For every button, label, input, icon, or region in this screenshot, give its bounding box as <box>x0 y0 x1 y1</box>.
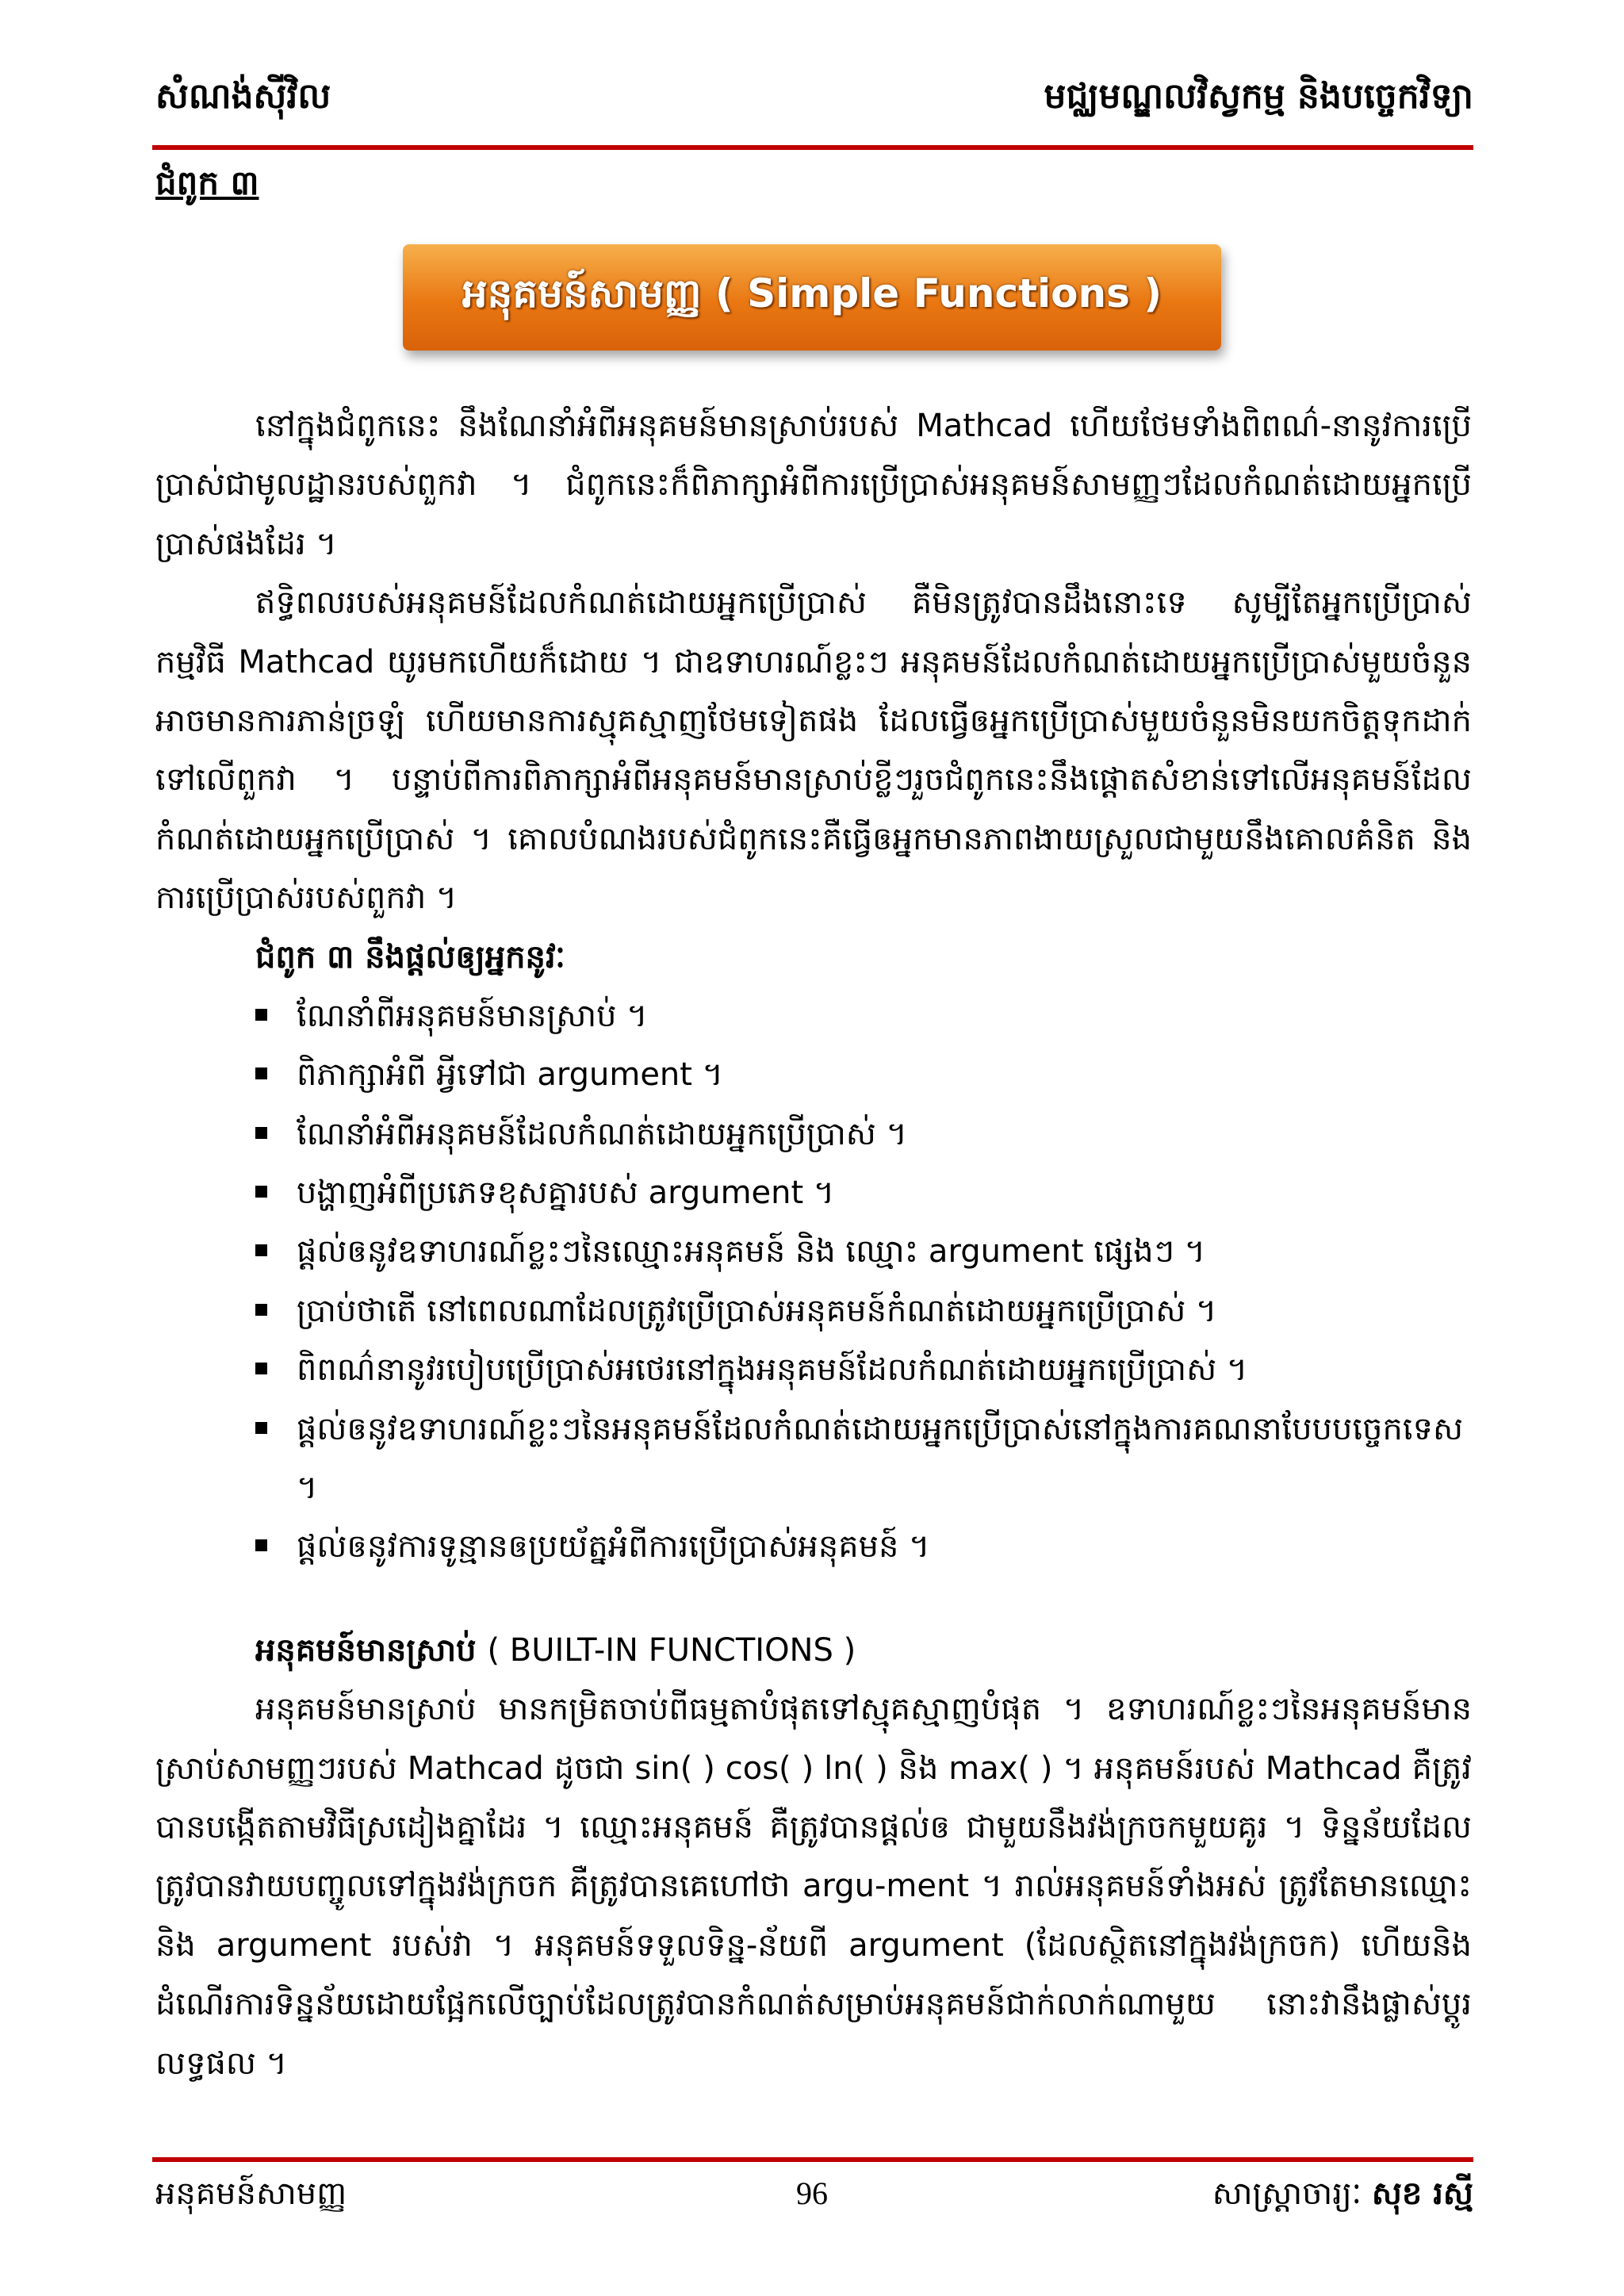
page-body <box>155 397 1472 2093</box>
header-left-title: សំណង់ស៊ីវិល <box>155 76 331 117</box>
section-paragraph: អនុគមន៍មានស្រាប់ មានកម្រិតចាប់ពីធម្មតាបំផុតទៅស្មុគស្មាញបំផុត ។ ឧទាហរណ៍ខ្លះៗនៃអនុគមន៍មានស្រាប់សាមញ្ញៗរបស់ Mathcad ដូចជា sin( ) cos( ) ln( ) និង max( ) ។ អនុគមន៍របស់ Mathcad គឺត្រូវបានបង្កើតតាមវិធីស្រដៀងគ្នាដែរ ។ ឈ្មោះអនុគមន៍ គឺត្រូវបានផ្តល់ឲ ជាមួយនឹងវង់ក្រចកមួយគូរ ។ ទិន្នន័យដែលត្រូវបានវាយបញ្ចូលទៅក្នុងវង់ក្រចក គឺត្រូវបានគេហៅថា argu-ment ។ រាល់អនុគមន៍ទាំងអស់ ត្រូវតែមានឈ្មោះ និង argument របស់វា ។ អនុគមន៍ទទួលទិន្ន-ន័យពី argument (ដែលស្ថិតនៅក្នុងវង់ក្រចក) ហើយនិងដំណើរការទិន្នន័យដោយផ្អែកលើច្បាប់ដែលត្រូវបានកំណត់សម្រាប់អនុគមន៍ជាក់លាក់ណាមួយ នោះវានឹងផ្លាស់ប្តូរលទ្ធផល ។ <box>155 1691 1472 2082</box>
objective-item: ណែនាំពីអនុគមន៍មានស្រាប់ ។ <box>255 987 1472 1045</box>
chapter-title: អនុគមន៍សាមញ្ញ ( Simple Functions ) <box>462 270 1162 316</box>
section-heading <box>255 1621 1472 1680</box>
header-rule <box>152 145 1473 150</box>
footer-author-name: សុខ រស្មី <box>1371 2175 1473 2212</box>
objective-item: បង្ហាញអំពីប្រភេទខុសគ្នារបស់ argument ។ <box>255 1163 1472 1222</box>
objective-item: ផ្តល់ឲនូវឧទាហរណ៍ខ្លះៗនៃឈ្មោះអនុគមន៍ និង ឈ្មោះ argument ផ្សេងៗ ។ <box>255 1222 1472 1281</box>
section-title-khmer: អនុគមន៍មានស្រាប់ <box>255 1631 477 1669</box>
chapter-title-banner <box>403 244 1221 351</box>
header-right-title: មជ្ឈមណ្ឌលវិស្វកម្ម និងបច្ចេកវិទ្យា <box>1044 76 1473 117</box>
objective-item: ផ្តល់ឲនូវការទូន្មានឲប្រយ័ត្នអំពីការប្រើប្រាស់អនុគមន៍ ។ <box>255 1517 1472 1576</box>
footer-author-title: សាស្ត្រាចារ្យៈ <box>1212 2175 1362 2212</box>
footer-author <box>1212 2173 1473 2214</box>
objectives-list <box>155 987 1472 1577</box>
intro-paragraph-2: ឥទ្ធិពលរបស់អនុគមន៍ដែលកំណត់ដោយអ្នកប្រើប្រាស់ គឺមិនត្រូវបានដឹងនោះទេ សូម្បីតែអ្នកប្រើប្រាស់កម្មវិធី Mathcad យូរមកហើយក៏ដោយ ។ ជាឧទាហរណ៍ខ្លះៗ អនុគមន៍ដែលកំណត់ដោយអ្នកប្រើប្រាស់មួយចំនួនអាចមានការភាន់ច្រឡំ ហើយមានការស្មុគស្មាញថែមទៀតផង ដែលធ្វើឲអ្នកប្រើប្រាស់មួយចំនួនមិនយកចិត្តទុកដាក់ទៅលើពួកវា ។ បន្ទាប់ពីការពិភាក្សាអំពីអនុគមន៍មានស្រាប់ខ្លីៗរួចជំពូកនេះនឹងផ្តោតសំខាន់ទៅលើអនុគមន៍ដែលកំណត់ដោយអ្នកប្រើប្រាស់ ។ គោលបំណងរបស់ជំពូកនេះគឺធ្វើឲអ្នកមានភាពងាយស្រួលជាមួយនឹងគោលគំនិត និង ការប្រើប្រាស់របស់ពួកវា ។ <box>155 585 1472 917</box>
chapter-label: ជំពូក ៣ <box>155 163 259 202</box>
footer-chapter-name: អនុគមន៍សាមញ្ញ <box>155 2175 347 2212</box>
objective-item: ពិភាក្សាអំពី អ្វីទៅជា argument ។ <box>255 1045 1472 1104</box>
intro-paragraph-1: នៅក្នុងជំពូកនេះ នឹងណែនាំអំពីអនុគមន៍មានស្រាប់របស់ Mathcad ហើយថែមទាំងពិពណ៌-នានូវការប្រើប្រាស់ជាមូលដ្ឋានរបស់ពួកវា ។ ជំពូកនេះក៏ពិភាក្សាអំពីការប្រើប្រាស់អនុគមន៍សាមញ្ញៗដែលកំណត់ដោយអ្នកប្រើប្រាស់ផងដែរ ។ <box>155 408 1472 562</box>
objective-item: ណែនាំអំពីអនុគមន៍ដែលកំណត់ដោយអ្នកប្រើប្រាស់ ។ <box>255 1105 1472 1163</box>
objectives-heading: ជំពូក ៣ នឹងផ្តល់ឲ្យអ្នកនូវៈ <box>255 938 565 976</box>
page-number: 96 <box>796 2175 828 2211</box>
objective-item: ផ្តល់ឲនូវឧទាហរណ៍ខ្លះៗនៃអនុគមន៍ដែលកំណត់ដោយអ្នកប្រើប្រាស់នៅក្នុងការគណនាបែបបច្ចេកទេស ។ <box>255 1400 1472 1518</box>
objective-item: ពិពណ៌នានូវរបៀបប្រើប្រាស់អថេរនៅក្នុងអនុគមន៍ដែលកំណត់ដោយអ្នកប្រើប្រាស់ ។ <box>255 1340 1472 1399</box>
objective-item: ប្រាប់ថាតើ នៅពេលណាដែលត្រូវប្រើប្រាស់អនុគមន៍កំណត់ដោយអ្នកប្រើប្រាស់ ។ <box>255 1282 1472 1340</box>
section-title-english: ( BUILT-IN FUNCTIONS ) <box>487 1631 856 1669</box>
footer-rule <box>152 2157 1473 2162</box>
